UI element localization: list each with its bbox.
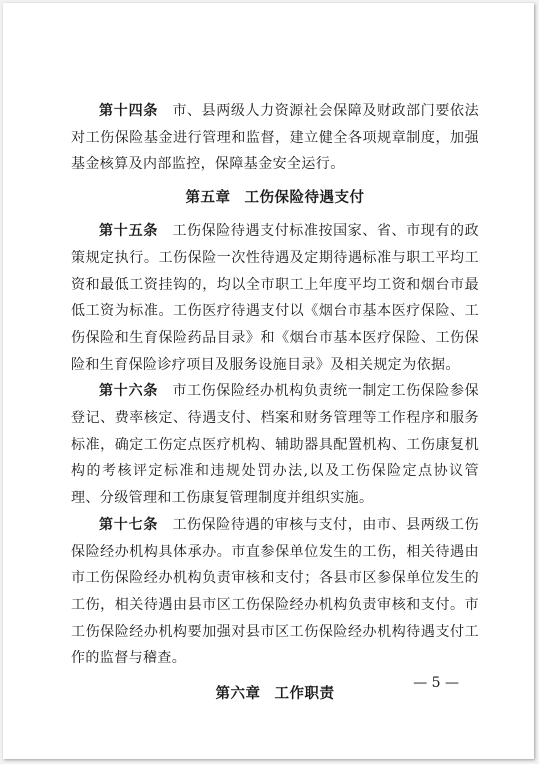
article-17-label: 第十七条 <box>99 516 159 533</box>
article-17 <box>71 512 479 672</box>
article-15-text: 工伤保险待遇支付标准按国家、省、市现有的政策规定执行。工伤保险一次性待遇及定期待遇标准与职工平均工资和最低工资挂钩的，均以全市职工上年度平均工资和烟台市最低工资为标准。工伤医疗待遇支付以《烟台市基本医疗保险、工伤保险和生育保险药品目录》和《烟台市基本医疗保险、工伤保险和生育保险诊疗项目及服务设施目录》及相关规定为依据。 <box>71 223 479 373</box>
document-page <box>3 3 534 759</box>
chapter-5-heading <box>71 178 479 218</box>
article-17-text: 工伤保险待遇的审核与支付，由市、县两级工伤保险经办机构具体承办。市直参保单位发生的工伤，相关待遇由市工伤保险经办机构负责审核和支付；各县市区参保单位发生的工伤，相关待遇由县市区工伤保险经办机构负责审核和支付。市工伤保险经办机构要加强对县市区工伤保险经办机构待遇支付工作的监督与稽查。 <box>71 516 479 667</box>
article-16-label: 第十六条 <box>99 383 159 400</box>
chapter-5-number: 第五章 <box>185 190 231 207</box>
chapter-6-title: 工作职责 <box>274 686 335 703</box>
article-15-label: 第十五条 <box>99 223 159 240</box>
article-14-label: 第十四条 <box>99 103 159 119</box>
article-16-text: 市工伤保险经办机构负责统一制定工伤保险参保登记、费率核定、待遇支付、档案和财务管理等工作程序和服务标准，确定工伤定点医疗机构、辅助器具配置机构、工伤康复机构的考核评定标准和违规处罚办法,以及工伤保险定点协议管理、分级管理和工伤康复管理制度并组织实施。 <box>71 383 479 507</box>
article-16 <box>71 378 479 512</box>
article-14 <box>71 98 479 178</box>
page-number: — 5 — <box>413 675 459 691</box>
article-15 <box>71 218 479 378</box>
page-content <box>71 98 479 707</box>
chapter-5-title: 工伤保险待遇支付 <box>244 190 365 207</box>
chapter-6-number: 第六章 <box>215 686 261 703</box>
article-14-text: 市、县两级人力资源社会保障及财政部门要依法对工伤保险基金进行管理和监督，建立健全各项规章制度，加强基金核算及内部监控，保障基金安全运行。 <box>71 103 479 173</box>
